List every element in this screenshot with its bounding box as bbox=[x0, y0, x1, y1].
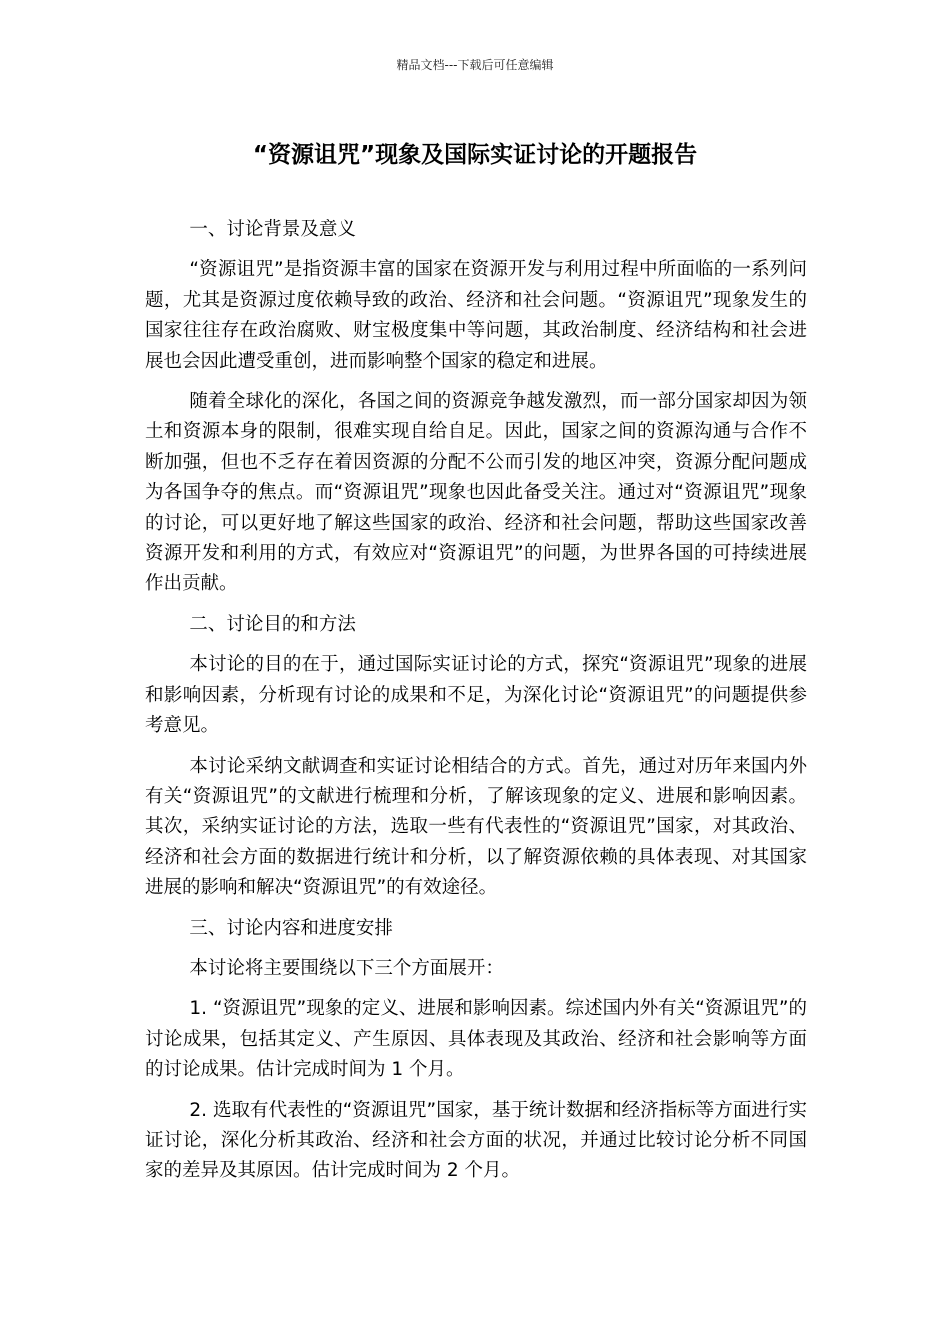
document-title: “资源诅咒”现象及国际实证讨论的开题报告 bbox=[252, 142, 698, 168]
list-item: 2. 选取有代表性的“资源诅咒”国家，基于统计数据和经济指标等方面进行实证讨论，深化分析其政治、经济和社会方面的状况，并通过比较讨论分析不同国家的差异及其原因。估计完成时间为 2 个月。 bbox=[145, 1099, 807, 1182]
section-heading-background: 一、讨论背景及意义 bbox=[189, 219, 356, 240]
section-heading-purpose-method: 二、讨论目的和方法 bbox=[189, 613, 356, 635]
paragraph: 本讨论将主要围绕以下三个方面展开： bbox=[189, 957, 504, 979]
page-header: 精品文档---下载后可任意编辑 bbox=[396, 58, 554, 72]
document-body bbox=[145, 215, 807, 1197]
paragraph: 本讨论采纳文献调查和实证讨论相结合的方式。首先，通过对历年来国内外有关“资源诅咒”的文献进行梳理和分析，了解该现象的定义、进展和影响因素。其次，采纳实证讨论的方法，选取一些有代表性的“资源诅咒”国家，对其政治、经济和社会方面的数据进行统计和分析，以了解资源依赖的具体表现、对其国家进展的影响和解决“资源诅咒”的有效途径。 bbox=[145, 755, 807, 899]
paragraph: 随着全球化的深化，各国之间的资源竞争越发激烈，而一部分国家却因为领土和资源本身的限制，很难实现自给自足。因此，国家之间的资源沟通与合作不断加强，但也不乏存在着因资源的分配不公而引发的地区冲突，资源分配问题成为各国争夺的焦点。而“资源诅咒”现象也因此备受关注。通过对“资源诅咒”现象的讨论，可以更好地了解这些国家的政治、经济和社会问题，帮助这些国家改善资源开发和利用的方式，有效应对“资源诅咒”的问题，为世界各国的可持续进展作出贡献。 bbox=[145, 391, 807, 595]
section-heading-content-schedule: 三、讨论内容和进度安排 bbox=[189, 917, 393, 939]
paragraph: “资源诅咒”是指资源丰富的国家在资源开发与利用过程中所面临的一系列问题，尤其是资源过度依赖导致的政治、经济和社会问题。“资源诅咒”现象发生的国家往往存在政治腐败、财宝极度集中等问题，其政治制度、经济结构和社会进展也会因此遭受重创，进而影响整个国家的稳定和进展。 bbox=[145, 259, 807, 372]
paragraph: 本讨论的目的在于，通过国际实证讨论的方式，探究“资源诅咒”现象的进展和影响因素，分析现有讨论的成果和不足，为深化讨论“资源诅咒”的问题提供参考意见。 bbox=[145, 654, 807, 737]
list-item: 1. “资源诅咒”现象的定义、进展和影响因素。综述国内外有关“资源诅咒”的讨论成果，包括其定义、产生原因、具体表现及其政治、经济和社会影响等方面的讨论成果。估计完成时间为 1 个月。 bbox=[145, 998, 807, 1081]
